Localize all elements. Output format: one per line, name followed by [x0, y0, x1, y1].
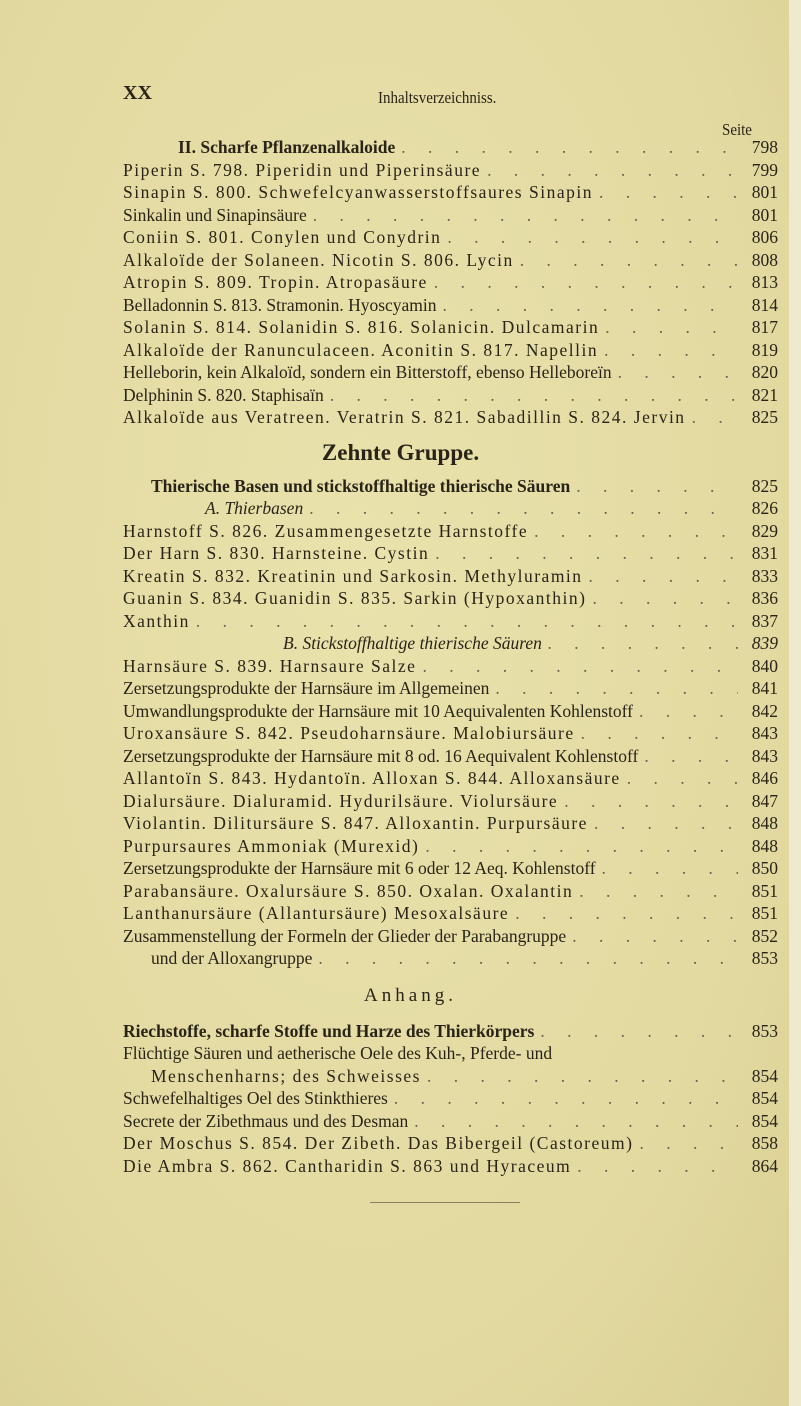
toc-entry	[123, 633, 778, 656]
dot-leader	[427, 1066, 738, 1087]
dot-leader	[414, 1111, 738, 1132]
toc-entry	[123, 205, 778, 228]
toc-entry	[123, 317, 778, 340]
toc-entry-page: 798	[751, 137, 778, 157]
dot-leader	[394, 1088, 738, 1109]
toc-entry	[123, 813, 778, 836]
toc-entry-page: 843	[751, 745, 778, 766]
toc-entry-title: Secrete der Zibethmaus und des Desman	[123, 1110, 409, 1131]
toc-entry	[123, 1021, 778, 1044]
toc-entry	[123, 926, 778, 949]
toc-entry-page: 819	[751, 339, 778, 360]
dot-leader	[692, 407, 738, 428]
toc-entry	[123, 160, 778, 183]
toc-entry-title: Violantin. Dilitursäure S. 847. Alloxantin. Purpursäure	[123, 813, 588, 833]
toc-entry-title: Menschenharns; des Schweisses	[151, 1065, 421, 1086]
end-rule	[370, 1202, 520, 1203]
toc-entry-title: Uroxansäure S. 842. Pseudoharnsäure. Malobiursäure	[123, 723, 575, 743]
toc-entry-page: 825	[751, 407, 778, 427]
toc-entry-title: Allantoïn S. 843. Hydantoïn. Alloxan S. 844. Alloxansäure	[123, 768, 621, 788]
dot-leader	[576, 476, 738, 497]
toc-entry-page: 846	[751, 768, 778, 788]
toc-entry	[123, 746, 778, 769]
toc-entry-title: Harnsäure S. 839. Harnsaure Salze	[123, 655, 417, 676]
dot-leader	[330, 385, 738, 406]
toc-entry-page: 808	[751, 249, 778, 270]
toc-entry-page: 829	[751, 520, 778, 541]
dot-leader	[605, 317, 738, 338]
toc-entry-page: 813	[751, 272, 778, 292]
toc-entry	[123, 407, 778, 430]
dot-leader	[495, 678, 738, 699]
page-number: XX	[123, 82, 152, 104]
toc-entry	[123, 701, 778, 724]
toc-entry	[123, 543, 778, 566]
toc-entry-title: B. Stickstoffhaltige thierische Säuren	[283, 633, 542, 653]
toc-entry-page: 864	[751, 1155, 778, 1176]
toc-entry-title: Zersetzungsprodukte der Harnsäure im Allgemeinen	[123, 678, 490, 698]
toc-entry-title: Atropin S. 809. Tropin. Atropasäure	[123, 272, 428, 292]
dot-leader	[592, 588, 738, 609]
toc-entry-page: 854	[751, 1110, 778, 1131]
dot-leader	[577, 1156, 738, 1177]
dot-leader	[443, 295, 738, 316]
dot-leader	[534, 521, 738, 542]
toc-entry-title: Delphinin S. 820. Staphisaïn	[123, 384, 324, 405]
toc-entry-page: 826	[751, 498, 778, 518]
dot-leader	[435, 543, 738, 564]
toc-entry	[123, 476, 778, 499]
toc-entry-title: Zersetzungsprodukte der Harnsäure mit 6 oder 12 Aeq. Kohlenstoff	[123, 858, 596, 878]
toc-entry	[123, 1088, 778, 1111]
toc-entry-title: Der Moschus S. 854. Der Zibeth. Das Bibergeil (Castoreum)	[123, 1133, 634, 1153]
dot-leader	[196, 611, 738, 632]
dot-leader	[422, 656, 738, 677]
toc-entry	[123, 858, 778, 881]
dot-leader	[487, 160, 738, 181]
toc-entry-page: 848	[751, 813, 778, 833]
toc-entry-title: Helleborin, kein Alkaloïd, sondern ein Bitterstoff, ebenso Helleboreïn	[123, 362, 612, 382]
dot-leader	[540, 1021, 738, 1042]
toc-entry-page: 833	[751, 565, 778, 586]
toc-entry-page: 839	[751, 633, 778, 653]
toc-entry-title: und der Alloxangruppe	[151, 948, 313, 968]
dot-leader	[447, 227, 738, 248]
dot-leader	[639, 1133, 738, 1154]
toc-entry	[123, 768, 778, 791]
toc-entry	[123, 340, 778, 363]
dot-leader	[548, 633, 738, 654]
toc-entry-title: Piperin S. 798. Piperidin und Piperinsäure	[123, 159, 482, 180]
toc-entry-page: 853	[751, 1020, 778, 1041]
dot-leader	[425, 836, 738, 857]
toc-entry	[123, 1133, 778, 1156]
toc-entry	[123, 723, 778, 746]
toc-entry-title: Kreatin S. 832. Kreatinin und Sarkosin. Methyluramin	[123, 565, 583, 586]
toc-entry	[123, 678, 778, 701]
toc-entry-title: Parabansäure. Oxalursäure S. 850. Oxalan. Oxalantin	[123, 880, 574, 901]
toc-entry-page: 799	[751, 159, 778, 180]
toc-entry	[123, 881, 778, 904]
toc-entry-title: Belladonnin S. 813. Stramonin. Hyoscyamin	[123, 294, 437, 315]
toc-entry-page: 840	[751, 655, 778, 676]
toc-entry-title: Alkaloïde aus Veratreen. Veratrin S. 821. Sabadillin S. 824. Jervin	[123, 407, 686, 427]
toc-entry-page: 825	[751, 475, 778, 496]
toc-entry-title: Alkaloïde der Solaneen. Nicotin S. 806. Lycin	[123, 249, 514, 270]
toc-entry-title: Thierische Basen und stickstoffhaltige thierische Säuren	[151, 475, 571, 496]
toc-entry-page: 801	[751, 182, 778, 202]
toc-entry-title: Sinapin S. 800. Schwefelcyanwasserstoffsaures Sinapin	[123, 182, 593, 202]
dot-leader	[515, 903, 738, 924]
toc-entry	[123, 1043, 778, 1066]
toc-entry-title: Purpursaures Ammoniak (Murexid)	[123, 835, 420, 856]
dot-leader	[313, 205, 738, 226]
toc-entry-title: Harnstoff S. 826. Zusammengesetzte Harnstoffe	[123, 520, 529, 541]
dot-leader	[599, 182, 738, 203]
toc-entry-page: 801	[751, 204, 778, 225]
toc-entry-title: Guanin S. 834. Guanidin S. 835. Sarkin (Hypoxanthin)	[123, 588, 587, 608]
toc-entry-page: 854	[751, 1065, 778, 1086]
appendix-heading: Anhang.	[364, 984, 457, 1006]
toc-entry	[123, 227, 778, 250]
toc-entry	[123, 836, 778, 859]
dot-leader	[618, 362, 738, 383]
toc-entry-title: Riechstoffe, scharfe Stoffe und Harze des Thierkörpers	[123, 1020, 535, 1041]
toc-entry	[123, 948, 778, 971]
toc-entry	[123, 250, 778, 273]
toc-entry-page: 851	[751, 903, 778, 923]
dot-leader	[594, 813, 738, 834]
toc-entry-title: Die Ambra S. 862. Cantharidin S. 863 und Hyraceum	[123, 1155, 572, 1176]
toc-entry	[123, 588, 778, 611]
toc-entry-page: 852	[751, 925, 778, 946]
dot-leader	[589, 566, 738, 587]
toc-entry	[123, 566, 778, 589]
toc-entry-title: Zusammenstellung der Formeln der Glieder der Parabangruppe	[123, 925, 567, 946]
dot-leader	[564, 791, 738, 812]
toc-entry	[123, 1111, 778, 1134]
section-heading: Zehnte Gruppe.	[321, 439, 480, 465]
dot-leader	[572, 926, 738, 947]
dot-leader	[604, 340, 738, 361]
dot-leader	[520, 250, 738, 271]
toc-entry	[123, 656, 778, 679]
toc-entry-page: 806	[751, 227, 778, 247]
toc-entry-title: Flüchtige Säuren und aetherische Oele des Kuh-, Pferde- und	[123, 1043, 553, 1063]
toc-entry-title: Sinkalin und Sinapinsäure	[123, 204, 307, 225]
toc-entry-page: 848	[751, 835, 778, 856]
toc-entry-page: 831	[751, 543, 778, 563]
dot-leader	[627, 768, 738, 789]
toc-entry-title: Lanthanursäure (Allantursäure) Mesoxalsäure	[123, 903, 510, 923]
toc-entry-page: 820	[751, 362, 778, 382]
toc-entry-title: Xanthin	[123, 610, 190, 631]
toc-entry-title: Der Harn S. 830. Harnsteine. Cystin	[123, 543, 430, 563]
toc-entry	[123, 272, 778, 295]
dot-leader	[401, 137, 738, 158]
toc-entry-page: 814	[751, 294, 778, 315]
dot-leader	[309, 498, 738, 519]
toc-entry-page: 847	[751, 790, 778, 811]
toc-entry-page: 817	[751, 317, 778, 337]
toc-entry	[123, 362, 778, 385]
toc-entry	[123, 791, 778, 814]
toc-entry-page: 821	[751, 384, 778, 405]
toc-entry	[123, 521, 778, 544]
toc-entry-page: 850	[751, 858, 778, 878]
toc-entry-page: 851	[751, 880, 778, 901]
toc-entry	[123, 611, 778, 634]
toc-entry	[123, 295, 778, 318]
toc-entry-page: 842	[751, 700, 778, 721]
toc-entry-title: Alkaloïde der Ranunculaceen. Aconitin S. 817. Napellin	[123, 339, 599, 360]
dot-leader	[602, 858, 738, 879]
toc-entry	[123, 137, 778, 160]
page-edge	[789, 0, 801, 1406]
dot-leader	[434, 272, 738, 293]
toc-entry-title: A. Thierbasen	[205, 498, 304, 518]
toc-entry	[123, 1066, 778, 1089]
page-column-label: Seite	[722, 120, 752, 139]
toc-entry-title: Zersetzungsprodukte der Harnsäure mit 8 od. 16 Aequivalent Kohlenstoff	[123, 745, 639, 766]
toc-entry-page: 837	[751, 610, 778, 631]
toc-entry	[123, 903, 778, 926]
page-title: Inhaltsverzeichniss.	[378, 88, 497, 107]
dot-leader	[581, 723, 738, 744]
toc-entry-title: Dialursäure. Dialuramid. Hydurilsäure. Violursäure	[123, 790, 559, 811]
toc-entry-title: Coniin S. 801. Conylen und Conydrin	[123, 227, 442, 247]
dot-leader	[639, 701, 738, 722]
toc-entry-page: 853	[751, 948, 778, 968]
dot-leader	[318, 948, 738, 969]
toc-entry-page: 854	[751, 1088, 778, 1108]
toc-entry-title: II. Scharfe Pflanzenalkaloide	[178, 137, 396, 157]
toc-entry	[123, 182, 778, 205]
toc-entry-page: 843	[751, 723, 778, 743]
toc-entry-page: 836	[751, 588, 778, 608]
toc-entry-page: 858	[751, 1133, 778, 1153]
toc-entry-title: Schwefelhaltiges Oel des Stinkthieres	[123, 1088, 388, 1108]
table-of-contents	[123, 137, 778, 1178]
toc-entry-title: Umwandlungsprodukte der Harnsäure mit 10 Aequivalenten Kohlenstoff	[123, 700, 633, 721]
toc-entry-page: 841	[751, 678, 778, 698]
dot-leader	[579, 881, 738, 902]
toc-entry-title: Solanin S. 814. Solanidin S. 816. Solanicin. Dulcamarin	[123, 317, 600, 337]
toc-entry	[123, 498, 778, 521]
dot-leader	[644, 746, 738, 767]
toc-entry	[123, 385, 778, 408]
toc-entry	[123, 1156, 778, 1179]
